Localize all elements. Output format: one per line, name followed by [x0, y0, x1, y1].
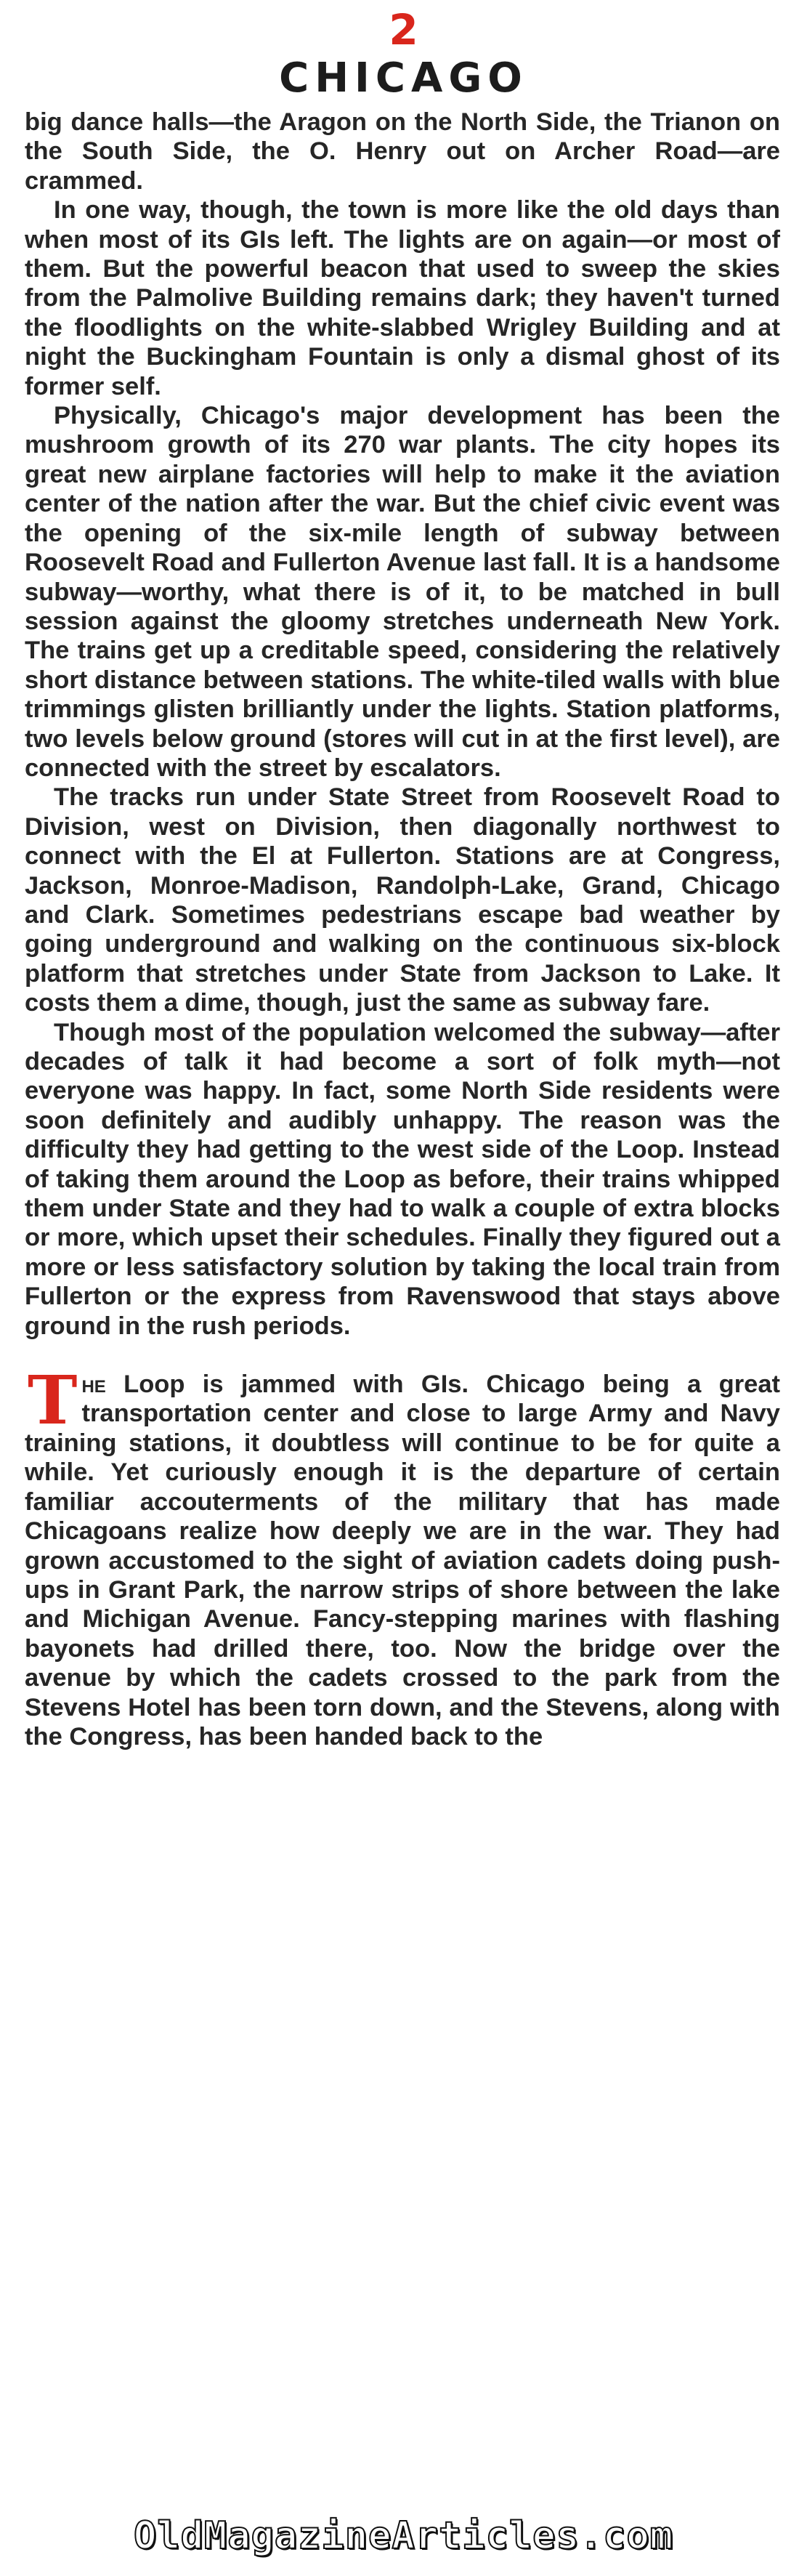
article-paragraph: Though most of the population welcomed the subway—after decades of talk it had become a sort of folk myth—not everyone was happy. In fact, some North Side residents were soon definitely and audibly unhappy. The reason was the difficulty they had getting to the west side of the Loop. Instead of taking them around the Loop as before, their trains whipped them under State and they had to walk a couple of extra blocks or more, which upset their schedules. Finally they figured out a more or less satisfactory solution by taking the local train from Fullerton or the express from Ravenswood that stays above ground in the rush periods. [25, 1018, 780, 1340]
small-caps-lead: he [81, 1370, 106, 1399]
section-divider-space [25, 1341, 780, 1370]
page-number: 2 [389, 5, 418, 54]
article-paragraph-dropcap [25, 1361, 780, 1751]
article-paragraph: Physically, Chicago's major development has been the mushroom growth of its 270 war plants. The city hopes its great new airplane factories will help to make it the aviation center of the nation after the war. But the chief civic event was the opening of the six-mile length of subway between Roosevelt Road and Fullerton Avenue last fall. It is a handsome subway—worthy, what there is of it, to be matched in bull session against the gloomy stretches underneath New York. The trains get up a creditable speed, considering the relatively short distance between stations. The white-tiled walls with blue trimmings glisten brilliantly under the lights. Station platforms, two levels below ground (stores will cut in at the first level), are connected with the street by escalators. [25, 402, 780, 782]
paragraph-text: Loop is jammed with GIs. Chicago being a great transportation center and close to large Army and Navy training stations, it doubtless will continue to be for quite a while. Yet curiously enough it is the departure of certain familiar accouterments of the military that has made Chicagoans realize how deeply we are in the war. They had grown accustomed to the sight of aviation cadets doing push-ups in Grant Park, the narrow strips of shore between the lake and Michigan Avenue. Fancy-stepping marines with flashing bayonets had drilled there, too. Now the bridge over the avenue by which the cadets crossed to the park from the Stevens Hotel has been torn down, and the Stevens, along with the Congress, has been handed back to the [25, 1370, 780, 1751]
article-paragraph: The tracks run under State Street from Roosevelt Road to Division, west on Division, then diagonally northwest to connect with the El at Fullerton. Stations are at Congress, Jackson, Monroe-Madison, Randolph-Lake, Grand, Chicago and Clark. Sometimes pedestrians escape bad weather by going underground and walking on the continuous six-block platform that stretches under State from Jackson to Lake. It costs them a dime, though, just the same as subway fare. [25, 783, 780, 1017]
drop-cap: T [28, 1361, 78, 1440]
site-watermark: OldMagazineArticles.com [133, 2514, 674, 2558]
article-paragraph: big dance halls—the Aragon on the North Side, the Trianon on the South Side, the O. Henry out on Archer Road—are crammed. [25, 108, 780, 195]
article-body [25, 108, 780, 1751]
section-title: CHICAGO [279, 54, 528, 102]
article-paragraph: In one way, though, the town is more like the old days than when most of its GIs left. The lights are on again—or most of them. But the powerful beacon that used to sweep the skies from the Palmolive Building remains dark; they haven't turned the floodlights on the white-slabbed Wrigley Building and at night the Buckingham Fountain is only a dismal ghost of its former self. [25, 196, 780, 400]
